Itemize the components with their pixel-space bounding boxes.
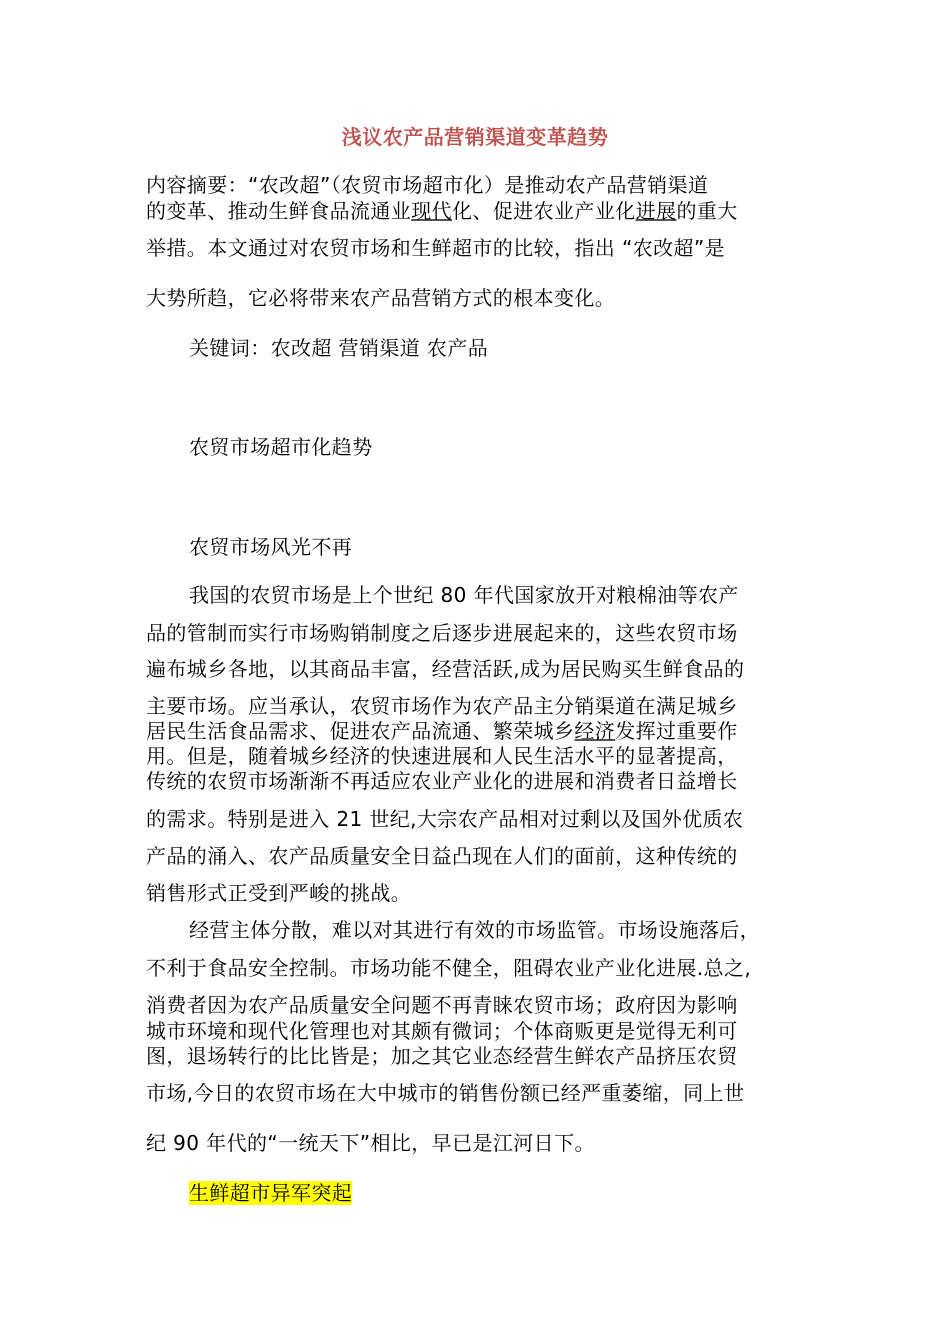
link-economy[interactable]: 经济 bbox=[574, 719, 616, 743]
paragraph-1-line-9: 产品的涌入、农产品质量安全日益凸现在人们的面前，这种传统的 bbox=[146, 844, 738, 868]
paragraph-1-line-8: 的需求。特别是进入 21 世纪,大宗农产品相对过剩以及国外优质农 bbox=[146, 807, 744, 831]
section-heading-2: 农贸市场风光不再 bbox=[189, 535, 353, 559]
abstract-line-3: 举措。本文通过对农贸市场和生鲜超市的比较，指出 “农改超”是 bbox=[146, 236, 726, 260]
document-title: 浅议农产品营销渠道变革趋势 bbox=[341, 125, 609, 149]
section-heading-1: 农贸市场超市化趋势 bbox=[189, 435, 373, 459]
paragraph-2-line-2: 不利于食品安全控制。市场功能不健全，阻碍农业产业化进展.总之, bbox=[146, 956, 752, 980]
paragraph-1-line-5 bbox=[146, 718, 738, 744]
paragraph-1-line-6: 用。但是，随着城乡经济的快速进展和人民生活水平的显著提高， bbox=[146, 744, 738, 768]
paragraph-1-line-1: 我国的农贸市场是上个世纪 80 年代国家放开对粮棉油等农产 bbox=[189, 583, 739, 607]
paragraph-1-line-4: 主要市场。应当承认，农贸市场作为农产品主分销渠道在满足城乡 bbox=[146, 694, 738, 718]
paragraph-1-line-10: 销售形式正受到严峻的挑战。 bbox=[146, 881, 412, 905]
paragraph-1-line-2: 品的管制而实行市场购销制度之后逐步进展起来的，这些农贸市场 bbox=[146, 621, 738, 645]
paragraph-2-line-1: 经营主体分散，难以对其进行有效的市场监管。市场设施落后， bbox=[189, 918, 761, 942]
link-modern[interactable]: 现代 bbox=[411, 199, 453, 223]
abstract-text: 的变革、推动生鲜食品流通业 bbox=[146, 199, 412, 223]
paragraph-1-line-7: 传统的农贸市场渐渐不再适应农业产业化的进展和消费者日益增长 bbox=[146, 769, 738, 793]
paragraph-2-line-6: 市场,今日的农贸市场在大中城市的销售份额已经严重萎缩，同上世 bbox=[146, 1081, 745, 1105]
paragraph-2-line-5: 图，退场转行的比比皆是；加之其它业态经营生鲜农产品挤压农贸 bbox=[146, 1044, 738, 1068]
section-heading-3 bbox=[189, 1180, 352, 1206]
abstract-line-2 bbox=[146, 198, 738, 224]
highlighted-heading: 生鲜超市异军突起 bbox=[189, 1181, 353, 1205]
paragraph-1-line-3: 遍布城乡各地，以其商品丰富，经营活跃,成为居民购买生鲜食品的 bbox=[146, 657, 745, 681]
abstract-text: 化、促进农业产业化 bbox=[452, 199, 636, 223]
paragraph-text: 居民生活食品需求、促进农产品流通、繁荣城乡 bbox=[146, 719, 575, 743]
abstract-line-4: 大势所趋，它必将带来农产品营销方式的根本变化。 bbox=[146, 286, 616, 310]
paragraph-2-line-3: 消费者因为农产品质量安全问题不再青睐农贸市场；政府因为影响 bbox=[146, 993, 738, 1017]
link-progress[interactable]: 进展 bbox=[635, 199, 677, 223]
paragraph-2-line-7: 纪 90 年代的“一统天下”相比，早已是江河日下。 bbox=[146, 1131, 595, 1155]
paragraph-text: 发挥过重要作 bbox=[615, 719, 738, 743]
paragraph-2-line-4: 城市环境和现代化管理也对其颇有微词；个体商贩更是觉得无利可 bbox=[146, 1019, 738, 1043]
abstract-text: 的重大 bbox=[676, 199, 738, 223]
abstract-line-1: 内容摘要：“农改超”（农贸市场超市化）是推动农产品营销渠道 bbox=[146, 173, 709, 197]
keywords: 关键词：农改超 营销渠道 农产品 bbox=[189, 336, 489, 360]
